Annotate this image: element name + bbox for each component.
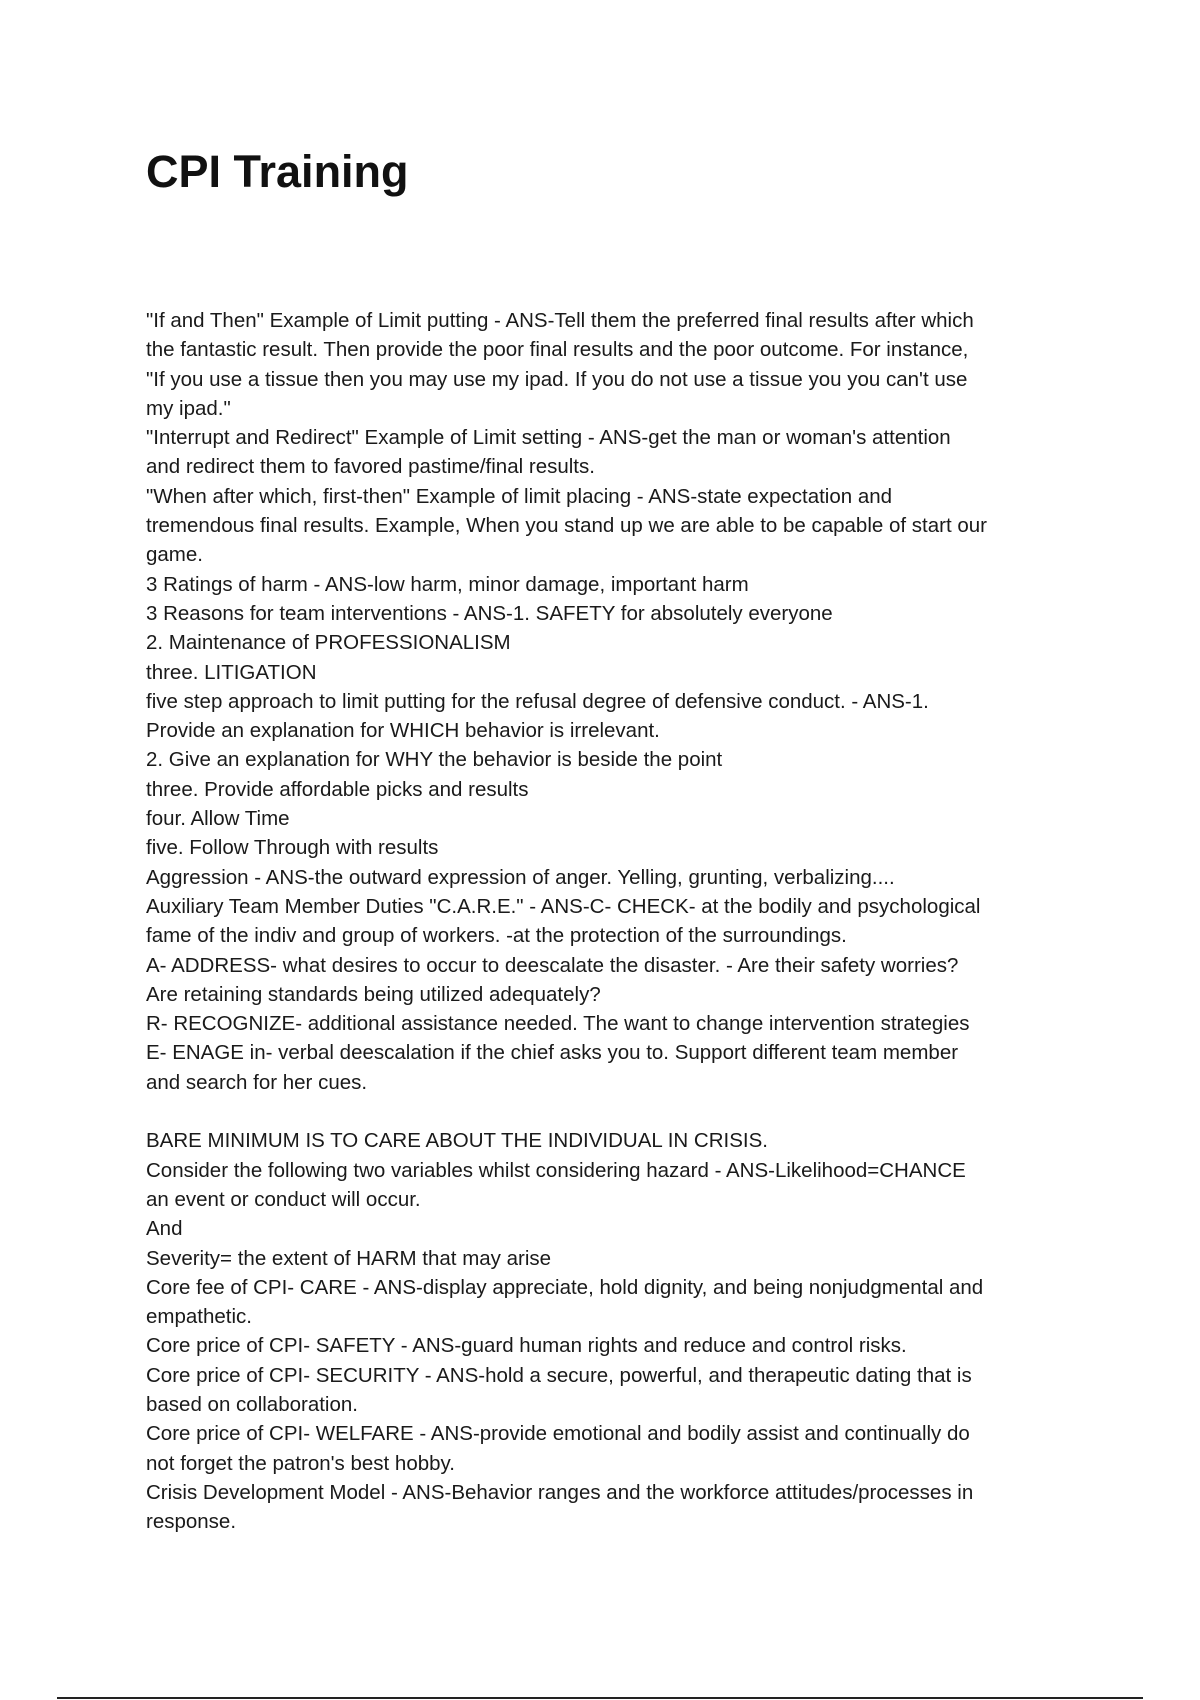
text-line: Auxiliary Team Member Duties "C.A.R.E." - ANS-C- CHECK- at the bodily and psychological (146, 894, 981, 918)
text-line: 3 Reasons for team interventions - ANS-1. SAFETY for absolutely everyone (146, 601, 833, 625)
text-line: Crisis Development Model - ANS-Behavior ranges and the workforce attitudes/processes in (146, 1480, 974, 1504)
text-line: "Interrupt and Redirect" Example of Limit setting - ANS-get the man or woman's attention (146, 426, 951, 450)
text-line: A- ADDRESS- what desires to occur to deescalate the disaster. - Are their safety worries? (146, 953, 959, 977)
text-line: Severity= the extent of HARM that may arise (146, 1246, 552, 1270)
text-line: based on collaboration. (146, 1392, 358, 1416)
text-line: fame of the indiv and group of workers. -at the protection of the surroundings. (146, 924, 847, 948)
text-line: "If you use a tissue then you may use my ipad. If you do not use a tissue you you can't use (146, 367, 968, 391)
text-line: BARE MINIMUM IS TO CARE ABOUT THE INDIVIDUAL IN CRISIS. (146, 1129, 768, 1153)
text-line: "When after which, first-then" Example of limit placing - ANS-state expectation and (146, 484, 893, 508)
text-line: 2. Maintenance of PROFESSIONALISM (146, 631, 511, 655)
text-line: Are retaining standards being utilized adequately? (146, 982, 601, 1006)
text-line: three. Provide affordable picks and results (146, 777, 529, 801)
text-line: four. Allow Time (146, 807, 290, 831)
text-line: Core fee of CPI- CARE - ANS-display appreciate, hold dignity, and being nonjudgmental and (146, 1275, 984, 1299)
document-body (146, 306, 1076, 1536)
text-line: R- RECOGNIZE- additional assistance needed. The want to change intervention strategies (146, 1012, 970, 1036)
text-line: E- ENAGE in- verbal deescalation if the chief asks you to. Support different team member (146, 1041, 959, 1065)
text-line: not forget the patron's best hobby. (146, 1451, 455, 1475)
text-line: 3 Ratings of harm - ANS-low harm, minor damage, important harm (146, 572, 749, 596)
page-title: CPI Training (146, 146, 409, 197)
text-line: and search for her cues. (146, 1070, 368, 1094)
text-line: empathetic. (146, 1305, 252, 1329)
text-line: five step approach to limit putting for the refusal degree of defensive conduct. - ANS-1. (146, 689, 929, 713)
text-line: my ipad." (146, 396, 231, 420)
text-line: 2. Give an explanation for WHY the behavior is beside the point (146, 748, 723, 772)
text-line: Core price of CPI- SECURITY - ANS-hold a secure, powerful, and therapeutic dating that is (146, 1363, 972, 1387)
text-line: Aggression - ANS-the outward expression of anger. Yelling, grunting, verbalizing.... (146, 865, 895, 889)
text-line: game. (146, 543, 203, 567)
paragraph-gap (146, 1097, 1076, 1126)
text-line: and redirect them to favored pastime/final results. (146, 455, 595, 479)
text-line: three. LITIGATION (146, 660, 317, 684)
text-line: an event or conduct will occur. (146, 1187, 421, 1211)
page-bottom-divider (57, 1697, 1143, 1699)
text-line: Core price of CPI- WELFARE - ANS-provide emotional and bodily assist and continually do (146, 1422, 970, 1446)
text-line: Consider the following two variables whilst considering hazard - ANS-Likelihood=CHANCE (146, 1158, 966, 1182)
text-line: tremendous final results. Example, When you stand up we are able to be capable of start our (146, 514, 987, 538)
text-line: "If and Then" Example of Limit putting - ANS-Tell them the preferred final results after which (146, 309, 974, 332)
text-line: response. (146, 1510, 237, 1534)
text-line: And (146, 1217, 183, 1241)
text-line: Provide an explanation for WHICH behavior is irrelevant. (146, 719, 660, 743)
text-line: Core price of CPI- SAFETY - ANS-guard human rights and reduce and control risks. (146, 1334, 907, 1358)
text-line: five. Follow Through with results (146, 836, 439, 860)
text-line: the fantastic result. Then provide the poor final results and the poor outcome. For instance, (146, 338, 969, 362)
